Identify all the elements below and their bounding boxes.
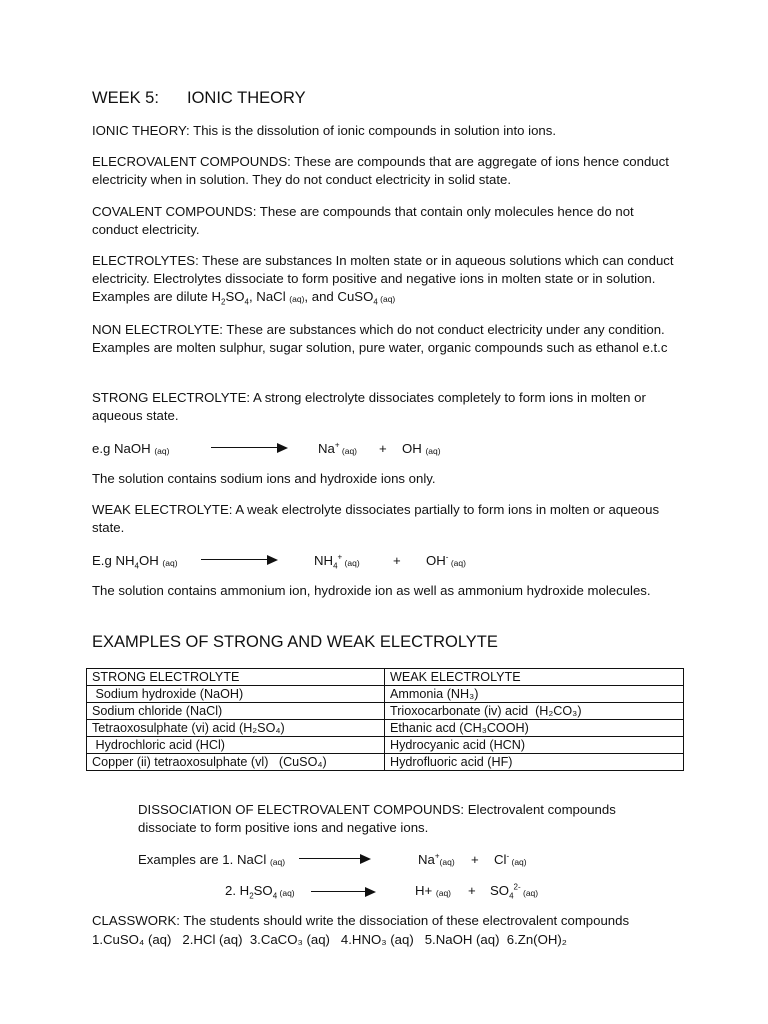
definition-text: Electrovalent compounds dissociate to form positive ions and negative ions. (138, 802, 616, 835)
strong-electrolyte-definition (92, 389, 682, 425)
state-label: (aq) (377, 294, 396, 304)
table-cell: Tetraoxosulphate (vi) acid (H₂SO₄) (87, 720, 385, 737)
reactant: Examples are 1. NaCl (138, 852, 270, 867)
state-label: (aq) (439, 857, 455, 867)
plus-sign: + (468, 883, 476, 898)
term: ELECROVALENT COMPOUNDS (92, 154, 288, 169)
subscript: 4 (333, 561, 338, 571)
classwork-items: 1.CuSO₄ (aq) 2.HCl (aq) 3.CaCO₃ (aq) 4.HNO₃ (aq) 5.NaOH (aq) 6.Zn(OH)₂ (92, 932, 567, 947)
term: CLASSWORK: (92, 913, 180, 928)
state-label: (aq) (154, 446, 170, 456)
subscript: 4 (373, 297, 378, 307)
strong-note: The solution contains sodium ions and hydroxide ions only. (92, 471, 436, 486)
charge: 2- (513, 882, 521, 892)
charge: - (445, 552, 449, 562)
table-row (87, 686, 684, 703)
charge: + (434, 851, 440, 861)
charge: - (506, 851, 510, 861)
ionic-theory-definition (92, 122, 682, 140)
state-label: (aq) (269, 857, 286, 867)
dissociation-definition (138, 801, 668, 837)
dissociation-ex2-reactant (225, 882, 295, 902)
term: NON ELECTROLYTE (92, 322, 220, 337)
state-label: (aq) (448, 558, 466, 568)
state-label: (aq) (277, 888, 295, 898)
formula-part: , NaCl (248, 289, 290, 304)
reactant: OH (138, 553, 163, 568)
subscript: 4 (244, 297, 249, 307)
weak-eq-product-1 (314, 552, 360, 572)
state-label: (aq) (509, 857, 527, 867)
state-label: (aq) (289, 294, 305, 304)
ion: Na (318, 441, 335, 456)
table-row (87, 737, 684, 754)
ion: H+ (415, 883, 436, 898)
term: IONIC THEORY (92, 123, 187, 138)
weak-eq-reactant (92, 552, 178, 572)
term: STRONG ELECTROLYTE (92, 390, 247, 405)
covalent-definition (92, 203, 682, 239)
weak-note: The solution contains ammonium ion, hydroxide ion as well as ammonium hydroxide molecules. (92, 583, 651, 598)
ion: SO (490, 883, 510, 898)
non-electrolyte-definition (92, 321, 682, 357)
page-title: IONIC THEORY (187, 89, 306, 107)
ion: OH (402, 441, 426, 456)
electrolyte-table (86, 668, 684, 771)
term: DISSOCIATION OF ELECTROVALENT COMPOUNDS: (138, 802, 465, 817)
definition-text: : These are compounds that are aggregate of ions hence conduct electricity when in solution. They do not conduct electricity in solid state. (92, 154, 669, 187)
definition-text: : These are substances In molten state or in aqueous solutions which can conduct electricity. Electrolytes dissociate to form positive and negative ions in molten state or in solution. Examples are dilute H (92, 253, 674, 304)
strong-eq-reactant (92, 440, 169, 460)
reactant: e.g NaOH (92, 441, 155, 456)
dissociation-ex1-product-2 (494, 851, 527, 871)
ion: NH (314, 553, 334, 568)
formula-part: SO (225, 289, 245, 304)
plus-sign: + (471, 852, 479, 867)
electrolytes-definition (92, 252, 682, 308)
charge: + (334, 440, 340, 450)
definition-text: : These are substances which do not conduct electricity under any condition. Examples are molten sulphur, sugar solution, pure water, organic compounds such as ethanol e.t.c (92, 322, 668, 355)
definition-text: : This is the dissolution of ionic compounds in solution into ions. (186, 123, 556, 138)
examples-heading: EXAMPLES OF STRONG AND WEAK ELECTROLYTE (92, 633, 498, 651)
term: ELECTROLYTES (92, 253, 196, 268)
table-cell: Hydrofluoric acid (HF) (385, 754, 684, 771)
dissociation-ex1-product-1 (418, 851, 455, 871)
table-cell: Hydrochloric acid (HCl) (87, 737, 385, 754)
table-row (87, 720, 684, 737)
formula-part: , and CuSO (304, 289, 374, 304)
ion: OH (426, 553, 446, 568)
table-row (87, 703, 684, 720)
table-cell: Ammonia (NH₃) (385, 686, 684, 703)
table-row (87, 754, 684, 771)
state-label: (aq) (435, 888, 452, 898)
plus-sign: + (393, 553, 401, 568)
table-header-row (87, 669, 684, 686)
dissociation-ex2-product-1 (415, 882, 451, 902)
electrovalent-definition (92, 153, 682, 189)
subscript: 4 (272, 891, 278, 901)
ion: Na (418, 852, 435, 867)
table-cell: Trioxocarbonate (iv) acid (H₂CO₃) (385, 703, 684, 720)
table-cell: Ethanic acd (CH₃COOH) (385, 720, 684, 737)
table-cell: Sodium chloride (NaCl) (87, 703, 385, 720)
reaction-arrow-icon (201, 559, 276, 560)
reaction-arrow-icon (311, 891, 374, 892)
state-label: (aq) (339, 446, 358, 456)
ion: Cl (494, 852, 507, 867)
plus-sign: + (379, 441, 387, 456)
definition-text: : These are compounds that contain only molecules hence do not conduct electricity. (92, 204, 634, 237)
instruction-text: The students should write the dissociation of these electrovalent compounds (179, 913, 630, 928)
reaction-arrow-icon (211, 447, 286, 448)
subscript: 4 (134, 561, 139, 571)
state-label: (aq) (342, 558, 360, 568)
definition-text: : A weak electrolyte dissociates partially to form ions in molten or aqueous state. (92, 502, 660, 535)
strong-eq-product-2 (402, 440, 441, 460)
reactant: E.g NH (92, 553, 135, 568)
subscript: 2 (249, 891, 254, 901)
charge: + (337, 552, 343, 562)
term: COVALENT COMPOUNDS (92, 204, 253, 219)
reactant: SO (253, 883, 273, 898)
table-cell: Sodium hydroxide (NaOH) (87, 686, 385, 703)
weak-electrolyte-definition (92, 501, 682, 537)
reactant: 2. H (225, 883, 250, 898)
state-label: (aq) (162, 558, 178, 568)
subscript: 4 (509, 891, 514, 901)
table-cell: Copper (ii) tetraoxosulphate (vl) (CuSO₄) (87, 754, 385, 771)
dissociation-ex2-product-2 (490, 882, 538, 902)
reaction-arrow-icon (299, 858, 369, 859)
table-header: WEAK ELECTROLYTE (385, 669, 684, 686)
week-label: WEEK 5: (92, 89, 159, 107)
state-label: (aq) (520, 888, 539, 898)
definition-text: : A strong electrolyte dissociates completely to form ions in molten or aqueous state. (92, 390, 646, 423)
table-header: STRONG ELECTROLYTE (87, 669, 385, 686)
term: WEAK ELECTROLYTE (92, 502, 229, 517)
classwork-instruction (92, 912, 682, 930)
strong-eq-product-1 (318, 440, 357, 460)
subscript: 2 (221, 297, 226, 307)
dissociation-ex1-reactant (138, 851, 285, 871)
weak-eq-product-2 (426, 552, 466, 572)
state-label: (aq) (425, 446, 441, 456)
table-cell: Hydrocyanic acid (HCN) (385, 737, 684, 754)
